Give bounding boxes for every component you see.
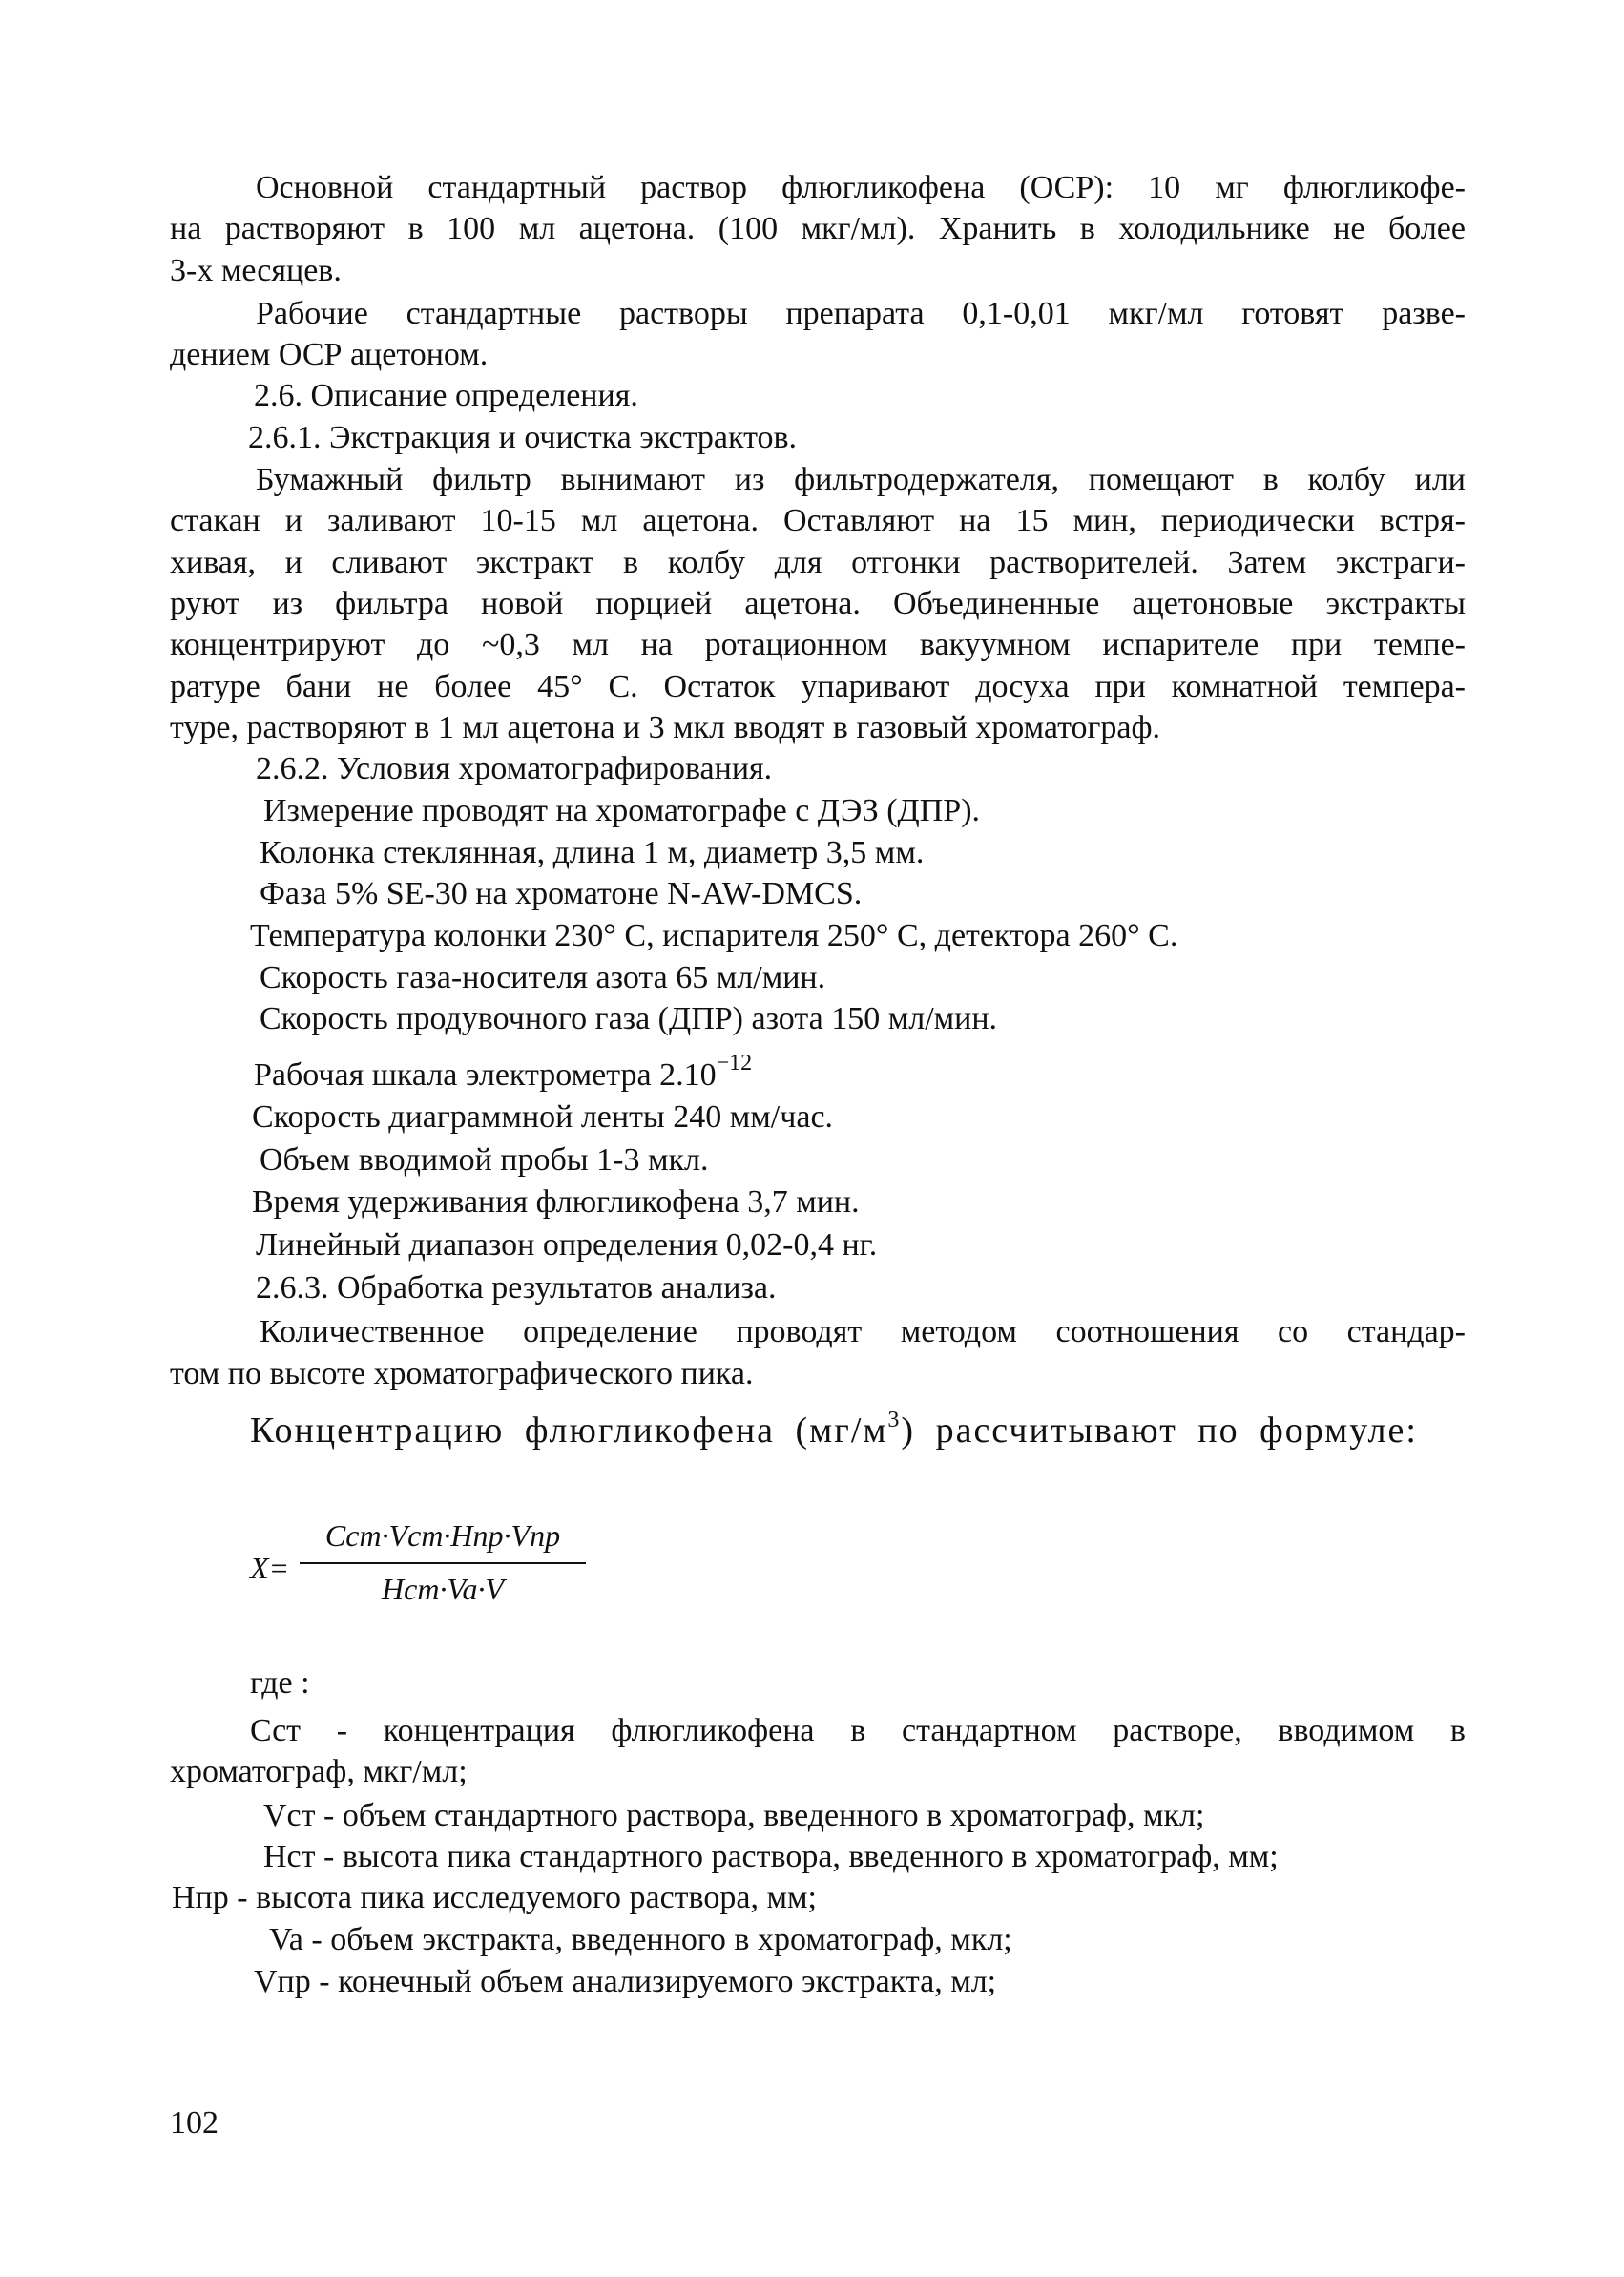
text-line-11: руют из фильтра новой порцией ацетона. Объединенные ацетоновые экстракты <box>170 586 1466 621</box>
condition-electrometer-scale <box>254 1051 753 1096</box>
concentration-exponent: 3 <box>887 1408 902 1432</box>
formula-fraction-bar <box>300 1562 586 1564</box>
scale-exponent: −12 <box>716 1051 753 1076</box>
text-line-13: ратуре бани не более 45° С. Остаток упаривают досуха при комнатной темпера- <box>170 669 1466 704</box>
section-heading-2-6-2: 2.6.2. Условия хроматографирования. <box>256 751 773 786</box>
concentration-before: Концентрацию флюгликофена (мг/м <box>250 1410 888 1451</box>
condition-sample-volume: Объем вводимой пробы 1-3 мкл. <box>260 1142 709 1178</box>
definition-cst: Сст - концентрация флюгликофена в стандартном растворе, вводимом в <box>250 1713 1466 1748</box>
condition-instrument: Измерение проводят на хроматографе с ДЭЗ (ДПР). <box>263 793 981 828</box>
definition-nst: Нст - высота пика стандартного раствора, введенного в хроматограф, мм; <box>263 1839 1279 1874</box>
text-line-quantitative-2: том по высоте хроматографического пика. <box>170 1356 754 1391</box>
concentration-after: ) рассчитывают по формуле: <box>901 1410 1418 1451</box>
text-line-5: дением ОСР ацетоном. <box>170 337 489 372</box>
formula-lhs: X= <box>250 1551 290 1585</box>
definition-vst: Vст - объем стандартного раствора, введенного в хроматограф, мкл; <box>263 1798 1205 1833</box>
definition-npr: Нпр - высота пика исследуемого раствора, мм; <box>172 1880 817 1915</box>
condition-column: Колонка стеклянная, длина 1 м, диаметр 3,5 мм. <box>260 835 925 870</box>
page-number: 102 <box>170 2105 219 2141</box>
definition-va: Va - объем экстракта, введенного в хроматограф, мкл; <box>269 1922 1012 1957</box>
condition-temperatures: Температура колонки 230° С, испарителя 250° С, детектора 260° С. <box>250 918 1178 953</box>
text-line-10: хивая, и сливают экстракт в колбу для отгонки растворителей. Затем экстраги- <box>170 545 1466 580</box>
text-line-quantitative-1: Количественное определение проводят методом соотношения со стандар- <box>260 1314 1466 1349</box>
section-heading-2-6: 2.6. Описание определения. <box>254 378 638 413</box>
text-line-2: на растворяют в 100 мл ацетона. (100 мкг/мл). Хранить в холодильнике не более <box>170 211 1466 246</box>
condition-carrier-gas: Скорость газа-носителя азота 65 мл/мин. <box>260 960 826 995</box>
scale-text: Рабочая шкала электрометра 2.10 <box>254 1057 717 1093</box>
text-line-12: концентрируют до ~0,3 мл на ротационном вакуумном испарителе при темпе- <box>170 627 1466 662</box>
where-label: где : <box>250 1665 310 1701</box>
formula-denominator: Hст·Va·V <box>382 1572 504 1606</box>
text-line-14: туре, растворяют в 1 мл ацетона и 3 мкл вводят в газовый хроматограф. <box>170 710 1161 745</box>
section-heading-2-6-3: 2.6.3. Обработка результатов анализа. <box>256 1270 777 1306</box>
text-line-8: Бумажный фильтр вынимают из фильтродержателя, помещают в колбу или <box>256 462 1466 497</box>
condition-retention-time: Время удерживания флюгликофена 3,7 мин. <box>252 1184 860 1220</box>
condition-purge-gas: Скорость продувочного газа (ДПР) азота 150 мл/мин. <box>260 1001 998 1036</box>
definition-cst-continued: хроматограф, мкг/мл; <box>170 1754 468 1789</box>
definition-vpr: Vпр - конечный объем анализируемого экстракта, мл; <box>254 1964 997 1999</box>
text-line-4: Рабочие стандартные растворы препарата 0,1-0,01 мкг/мл готовят разве- <box>256 296 1466 331</box>
concentration-line <box>250 1410 1418 1451</box>
text-line-9: стакан и заливают 10-15 мл ацетона. Оставляют на 15 мин, периодически встря- <box>170 503 1466 538</box>
condition-phase: Фаза 5% SE-30 на хроматоне N-AW-DMCS. <box>260 876 863 911</box>
condition-linear-range: Линейный диапазон определения 0,02-0,4 нг. <box>256 1227 878 1263</box>
text-line-3: 3-х месяцев. <box>170 253 342 288</box>
section-heading-2-6-1: 2.6.1. Экстракция и очистка экстрактов. <box>248 420 798 455</box>
text-line-1: Основной стандартный раствор флюгликофена (ОСР): 10 мг флюгликофе- <box>256 170 1466 205</box>
condition-chart-speed: Скорость диаграммной ленты 240 мм/час. <box>252 1099 834 1135</box>
formula-numerator: Cст·Vст·Hпр·Vпр <box>324 1518 561 1553</box>
